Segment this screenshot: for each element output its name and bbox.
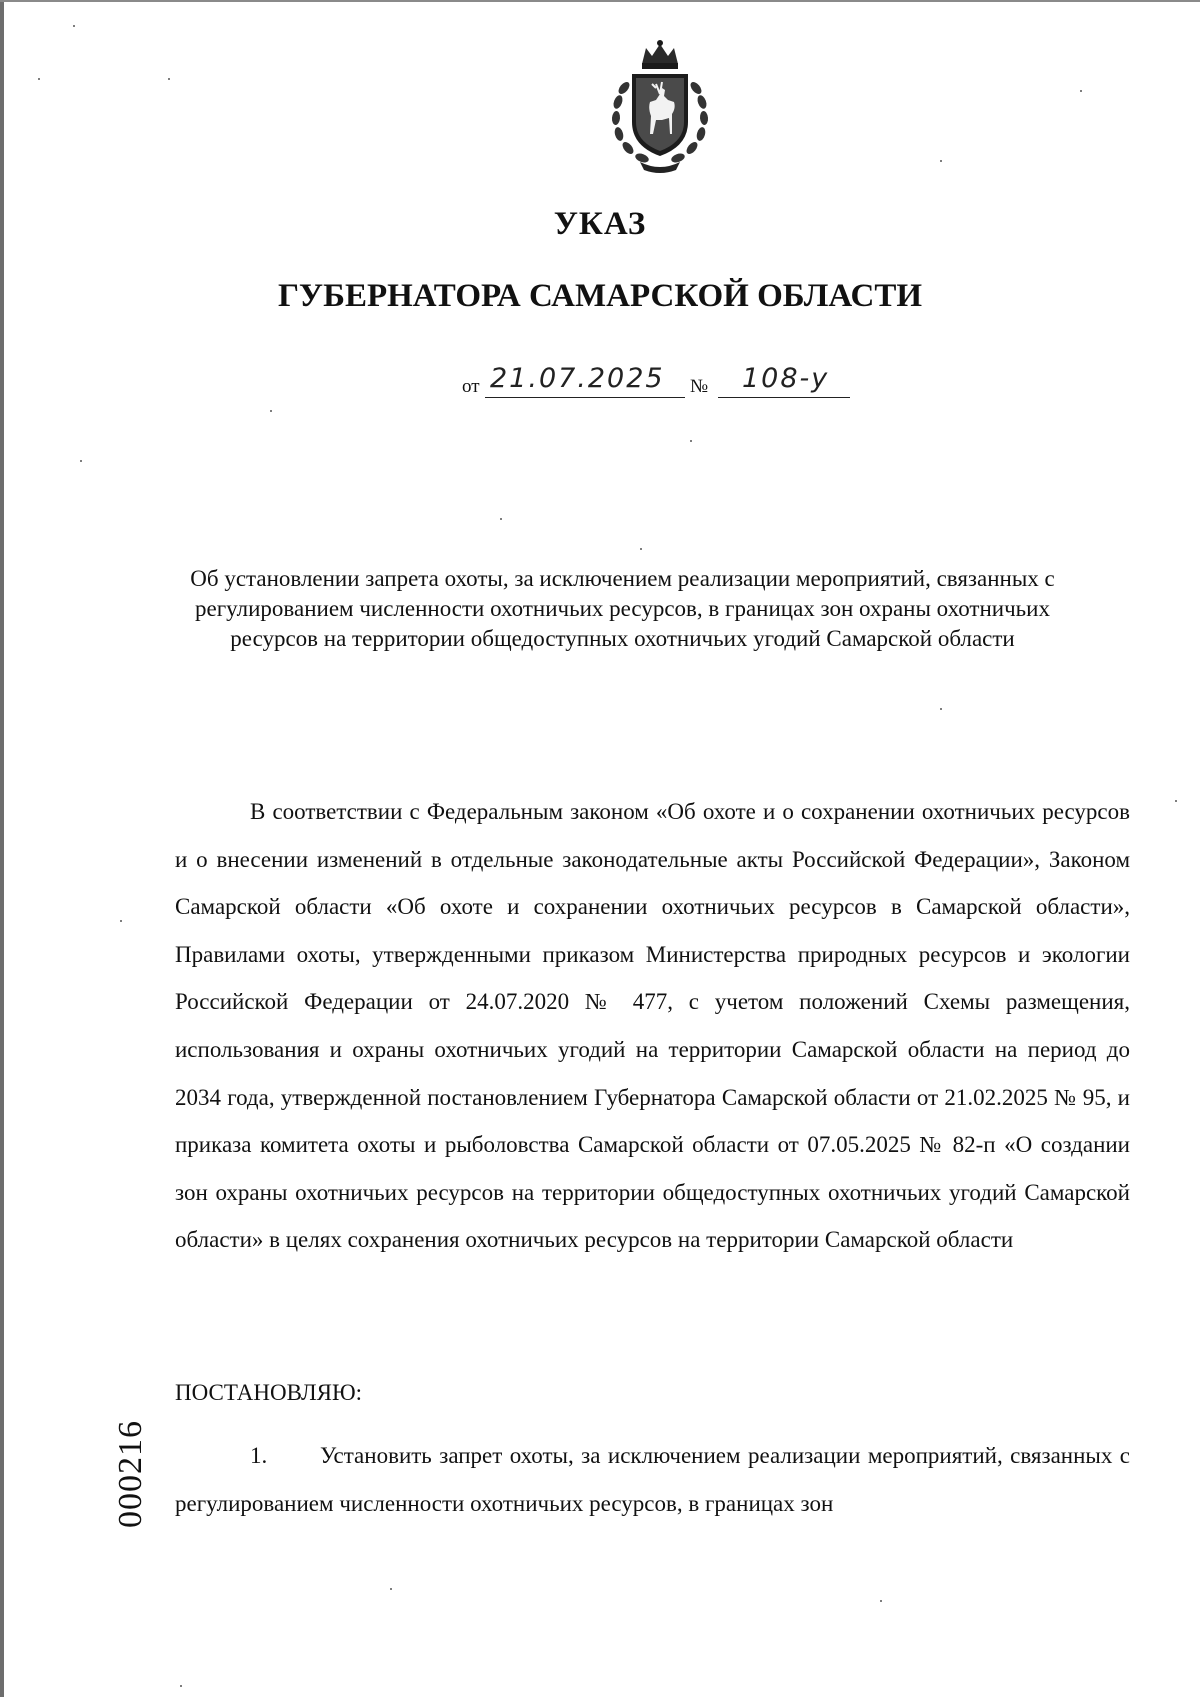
number-prefix: № (690, 376, 709, 397)
scan-speck (270, 410, 272, 412)
decree-subject: Об установлении запрета охоты, за исключением реализации мероприятий, связанных с регулированием численности охотничьих ресурсов, в границах зон охраны охотничьих ресурсов на территории общедоступных охотничьих угодий Самарской области (190, 566, 1055, 651)
scan-speck (690, 440, 692, 442)
samara-coat-of-arms-icon (590, 38, 730, 176)
side-registration-number: 000216 (112, 1420, 149, 1528)
scan-left-edge (0, 0, 4, 1697)
date-prefix: от (462, 376, 480, 397)
scan-speck (73, 25, 75, 27)
scan-speck (1080, 90, 1082, 92)
scan-speck (940, 160, 942, 162)
scan-speck (390, 1588, 392, 1590)
scan-speck (940, 708, 942, 710)
scan-top-edge (0, 0, 1200, 2)
item-number: 1. (250, 1443, 268, 1468)
decree-title: УКАЗ (553, 206, 647, 242)
handwritten-date: 21.07.2025 (490, 363, 665, 394)
scan-speck (180, 1685, 182, 1687)
scan-speck (38, 78, 40, 80)
list-item (175, 1432, 1130, 1527)
decree-date-number-line (0, 363, 1200, 403)
scan-speck (640, 548, 642, 550)
decree-issuer: ГУБЕРНАТОРА САМАРСКОЙ ОБЛАСТИ (277, 278, 923, 314)
scan-speck (880, 1600, 882, 1602)
number-underline (718, 397, 850, 398)
preamble-paragraph: В соответствии с Федеральным законом «Об охоте и о сохранении охотничьих ресурсов и о внесении изменений в отдельные законодательные акты Российской Федерации», Законом Самарской области «Об охоте и сохранении охотничьих ресурсов в Самарской области», Правилами охоты, утвержденными приказом Министерства природных ресурсов и экологии Российской Федерации от 24.07.2020 № 477, с учетом положений Схемы размещения, использования и охраны охотничьих угодий на территории Самарской области на период до 2034 года, утвержденной постановлением Губернатора Самарской области от 21.02.2025 № 95, и приказа комитета охоты и рыболовства Самарской области от 07.05.2025 № 82-п «О создании зон охраны охотничьих ресурсов на территории общедоступных охотничьих угодий Самарской области» в целях сохранения охотничьих ресурсов на территории Самарской области (175, 799, 1130, 1253)
decree-word: ПОСТАНОВЛЯЮ: (175, 1380, 363, 1405)
scan-speck (500, 518, 502, 520)
handwritten-number: 108-у (742, 363, 830, 394)
scan-speck (1175, 800, 1177, 802)
date-underline (485, 397, 685, 398)
scan-speck (120, 920, 122, 922)
item-text: Установить запрет охоты, за исключением реализации мероприятий, связанных с регулированием численности охотничьих ресурсов, в границах зон (175, 1443, 1130, 1516)
scan-speck (80, 460, 82, 462)
scan-speck (168, 78, 170, 80)
